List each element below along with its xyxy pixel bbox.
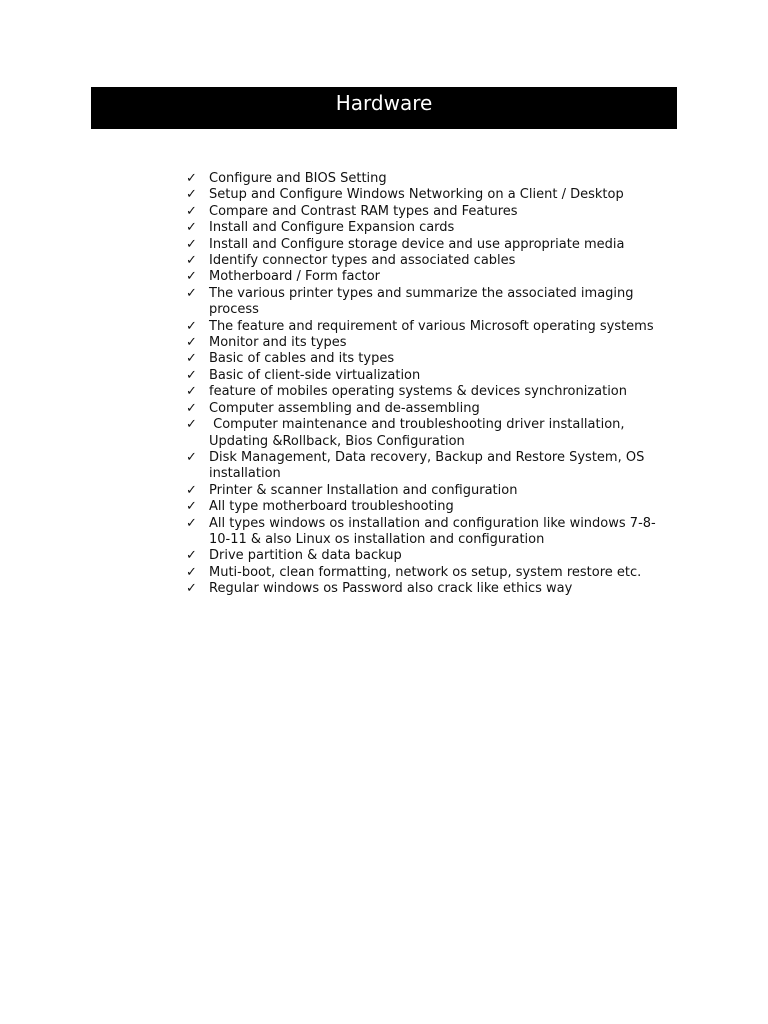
list-item — [186, 253, 666, 269]
checkmark-icon: ✓ — [186, 548, 197, 564]
checkmark-icon: ✓ — [186, 335, 197, 351]
list-item — [186, 220, 666, 236]
list-item — [186, 548, 666, 564]
list-item-text: The various printer types and summarize the associated imaging process — [209, 285, 638, 318]
list-item-text: Basic of cables and its types — [209, 351, 395, 367]
list-item — [186, 335, 666, 351]
skills-checklist — [186, 171, 666, 598]
list-item — [186, 401, 666, 417]
checkmark-icon: ✓ — [186, 253, 197, 269]
list-item-text: Setup and Configure Windows Networking on a Client / Desktop — [209, 187, 624, 203]
list-item — [186, 351, 666, 367]
list-item-text: Computer maintenance and troubleshooting driver installation, Updating &Rollback, Bios Configuration — [209, 417, 629, 449]
list-item-text: Monitor and its types — [209, 335, 347, 351]
list-item-text: All types windows os installation and configuration like windows 7-8-10-11 & also Linux os installation and configuration — [209, 515, 656, 547]
list-item — [186, 450, 666, 483]
list-item-text: The feature and requirement of various Microsoft operating systems — [209, 318, 654, 334]
checkmark-icon: ✓ — [186, 384, 197, 400]
page-title-bar — [91, 87, 677, 129]
list-item-text: All type motherboard troubleshooting — [209, 499, 454, 515]
list-item — [186, 483, 666, 499]
checkmark-icon: ✓ — [186, 203, 197, 219]
list-item-text: Disk Management, Data recovery, Backup and Restore System, OS installation — [209, 449, 649, 482]
list-item — [186, 384, 666, 400]
checkmark-icon: ✓ — [186, 417, 197, 433]
list-item-text: Regular windows os Password also crack like ethics way — [209, 581, 573, 597]
list-item — [186, 499, 666, 515]
list-item-text: Motherboard / Form factor — [209, 269, 380, 285]
checkmark-icon: ✓ — [186, 351, 197, 367]
list-item-text: Printer & scanner Installation and configuration — [209, 482, 518, 498]
list-item — [186, 237, 666, 253]
list-item — [186, 269, 666, 285]
list-item — [186, 319, 666, 335]
list-item-text: Computer assembling and de-assembling — [209, 400, 480, 416]
checkmark-icon: ✓ — [186, 171, 197, 186]
checkmark-icon: ✓ — [186, 220, 197, 236]
checkmark-icon: ✓ — [186, 564, 197, 580]
list-item — [186, 286, 666, 319]
list-item — [186, 171, 666, 187]
list-item-text: Configure and BIOS Setting — [209, 171, 387, 186]
list-item-text: Compare and Contrast RAM types and Features — [209, 203, 518, 219]
list-item — [186, 187, 666, 203]
list-item-text: Identify connector types and associated cables — [209, 253, 516, 269]
list-item — [186, 368, 666, 384]
checkmark-icon: ✓ — [186, 269, 197, 285]
list-item-text: Muti-boot, clean formatting, network os setup, system restore etc. — [209, 564, 642, 580]
checkmark-icon: ✓ — [186, 482, 197, 498]
checkmark-icon: ✓ — [186, 400, 197, 416]
list-item-text: Install and Configure storage device and use appropriate media — [209, 236, 625, 252]
checkmark-icon: ✓ — [186, 581, 197, 597]
list-item — [186, 516, 666, 549]
checkmark-icon: ✓ — [186, 187, 197, 203]
list-item-text: feature of mobiles operating systems & devices synchronization — [209, 384, 627, 400]
list-item-text: Basic of client-side virtualization — [209, 367, 421, 383]
checkmark-icon: ✓ — [186, 236, 197, 252]
checkmark-icon: ✓ — [186, 515, 197, 531]
checkmark-icon: ✓ — [186, 449, 197, 465]
list-item — [186, 581, 666, 597]
list-item-text: Drive partition & data backup — [209, 548, 402, 564]
list-item — [186, 204, 666, 220]
page-title: Hardware — [335, 91, 433, 115]
list-item — [186, 417, 666, 450]
list-item-text: Install and Configure Expansion cards — [209, 220, 455, 236]
checkmark-icon: ✓ — [186, 367, 197, 383]
list-item — [186, 565, 666, 581]
checkmark-icon: ✓ — [186, 285, 197, 301]
checkmark-icon: ✓ — [186, 499, 197, 515]
checkmark-icon: ✓ — [186, 318, 197, 334]
